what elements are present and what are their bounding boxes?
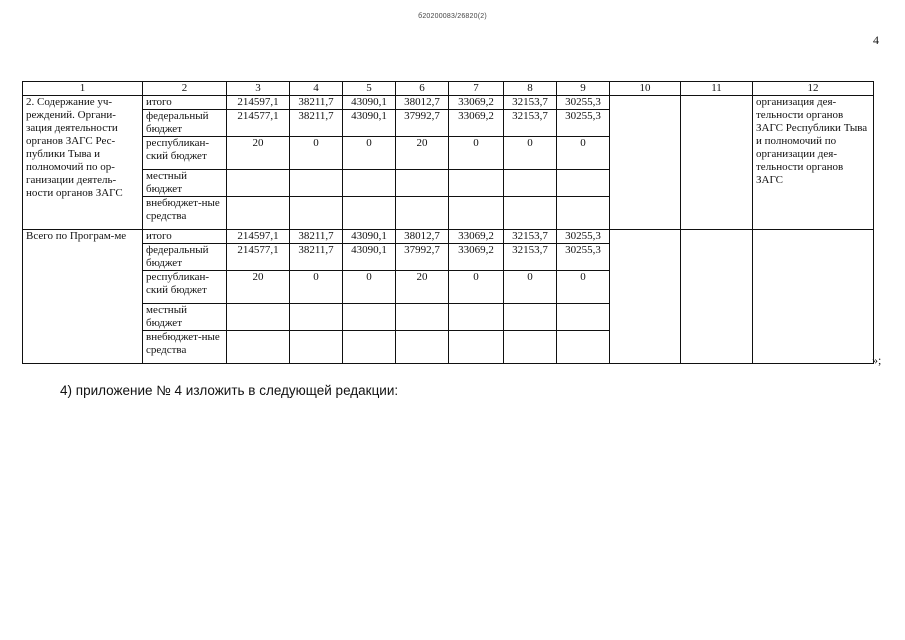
amount-cell xyxy=(227,170,290,197)
amount-cell xyxy=(557,170,610,197)
column-header: 9 xyxy=(557,82,610,96)
funding-source-cell: федеральный бюджет xyxy=(143,110,227,137)
amount-cell: 0 xyxy=(290,137,343,170)
amount-cell: 0 xyxy=(557,137,610,170)
table-row xyxy=(23,96,874,110)
measure-name-cell: 2. Содержание уч-реждений. Органи-зация деятельности органов ЗАГС Рес-публики Тыва и полномочий по ор-ганизации деятель-ности органов ЗАГС xyxy=(23,96,143,230)
amount-cell: 43090,1 xyxy=(343,230,396,244)
amount-cell: 38211,7 xyxy=(290,110,343,137)
column-header: 6 xyxy=(396,82,449,96)
amount-cell xyxy=(449,331,504,364)
amount-cell: 0 xyxy=(504,137,557,170)
column-header: 4 xyxy=(290,82,343,96)
amount-cell: 38211,7 xyxy=(290,230,343,244)
amount-cell: 33069,2 xyxy=(449,244,504,271)
amount-cell xyxy=(504,331,557,364)
column-header: 7 xyxy=(449,82,504,96)
amount-cell: 37992,7 xyxy=(396,110,449,137)
amount-cell: 32153,7 xyxy=(504,230,557,244)
amount-cell: 38211,7 xyxy=(290,244,343,271)
amount-cell: 43090,1 xyxy=(343,244,396,271)
amount-cell xyxy=(504,304,557,331)
measure-name-cell: Всего по Програм-ме xyxy=(23,230,143,364)
expected-result-cell xyxy=(753,230,874,364)
funding-source-cell: республикан-ский бюджет xyxy=(143,137,227,170)
document-id: б20200083/26820(2) xyxy=(418,13,487,20)
column-header: 5 xyxy=(343,82,396,96)
amount-cell: 32153,7 xyxy=(504,244,557,271)
expected-result-cell: организация дея-тельности органов ЗАГС Республики Тыва и полномочий по организации дея-тельности органов ЗАГС xyxy=(753,96,874,230)
column-header: 3 xyxy=(227,82,290,96)
amount-cell: 30255,3 xyxy=(557,110,610,137)
amount-cell xyxy=(396,170,449,197)
page-number: 4 xyxy=(873,33,879,47)
amount-cell xyxy=(396,331,449,364)
amount-cell xyxy=(504,197,557,230)
amount-cell xyxy=(343,331,396,364)
amount-cell: 0 xyxy=(290,271,343,304)
amount-cell xyxy=(449,170,504,197)
amount-cell: 20 xyxy=(227,271,290,304)
empty-cell-col11 xyxy=(681,230,753,364)
empty-cell-col10 xyxy=(610,96,681,230)
amount-cell: 37992,7 xyxy=(396,244,449,271)
column-header: 8 xyxy=(504,82,557,96)
amount-cell: 0 xyxy=(343,271,396,304)
amount-cell: 30255,3 xyxy=(557,244,610,271)
amount-cell xyxy=(557,304,610,331)
amount-cell xyxy=(557,331,610,364)
amount-cell xyxy=(343,170,396,197)
amount-cell: 33069,2 xyxy=(449,230,504,244)
funding-source-cell: местный бюджет xyxy=(143,304,227,331)
amount-cell: 214577,1 xyxy=(227,110,290,137)
amount-cell: 38012,7 xyxy=(396,230,449,244)
amount-cell xyxy=(449,304,504,331)
amount-cell: 214577,1 xyxy=(227,244,290,271)
amount-cell: 30255,3 xyxy=(557,230,610,244)
amount-cell: 214597,1 xyxy=(227,230,290,244)
empty-cell-col10 xyxy=(610,230,681,364)
amount-cell: 20 xyxy=(396,137,449,170)
amount-cell xyxy=(557,197,610,230)
amount-cell xyxy=(396,197,449,230)
amount-cell xyxy=(449,197,504,230)
amount-cell xyxy=(343,197,396,230)
amount-cell xyxy=(290,170,343,197)
empty-cell-col11 xyxy=(681,96,753,230)
funding-source-cell: внебюджет-ные средства xyxy=(143,197,227,230)
amount-cell: 43090,1 xyxy=(343,96,396,110)
column-header: 11 xyxy=(681,82,753,96)
amount-cell: 0 xyxy=(504,271,557,304)
amount-cell: 33069,2 xyxy=(449,96,504,110)
amount-cell: 38211,7 xyxy=(290,96,343,110)
amount-cell xyxy=(227,331,290,364)
amount-cell: 0 xyxy=(449,137,504,170)
amount-cell: 20 xyxy=(227,137,290,170)
amount-cell: 0 xyxy=(557,271,610,304)
table-row xyxy=(23,230,874,244)
funding-source-cell: республикан-ский бюджет xyxy=(143,271,227,304)
closing-quote: »; xyxy=(872,353,882,367)
funding-source-cell: местный бюджет xyxy=(143,170,227,197)
amount-cell: 20 xyxy=(396,271,449,304)
amount-cell: 0 xyxy=(343,137,396,170)
column-header: 2 xyxy=(143,82,227,96)
amount-cell xyxy=(227,197,290,230)
amount-cell xyxy=(504,170,557,197)
amount-cell xyxy=(290,331,343,364)
funding-source-cell: итого xyxy=(143,230,227,244)
column-header: 12 xyxy=(753,82,874,96)
amendment-paragraph: 4) приложение № 4 изложить в следующей редакции: xyxy=(60,383,399,398)
amount-cell xyxy=(343,304,396,331)
table-header-row xyxy=(23,82,874,96)
amount-cell: 32153,7 xyxy=(504,110,557,137)
column-header: 1 xyxy=(23,82,143,96)
funding-source-cell: внебюджет-ные средства xyxy=(143,331,227,364)
amount-cell: 32153,7 xyxy=(504,96,557,110)
amount-cell xyxy=(396,304,449,331)
amount-cell xyxy=(290,197,343,230)
column-header: 10 xyxy=(610,82,681,96)
amount-cell: 214597,1 xyxy=(227,96,290,110)
amount-cell: 0 xyxy=(449,271,504,304)
funding-source-cell: итого xyxy=(143,96,227,110)
funding-source-cell: федеральный бюджет xyxy=(143,244,227,271)
amount-cell xyxy=(290,304,343,331)
amount-cell xyxy=(227,304,290,331)
amount-cell: 38012,7 xyxy=(396,96,449,110)
program-funding-table xyxy=(22,81,874,364)
amount-cell: 30255,3 xyxy=(557,96,610,110)
amount-cell: 33069,2 xyxy=(449,110,504,137)
amount-cell: 43090,1 xyxy=(343,110,396,137)
